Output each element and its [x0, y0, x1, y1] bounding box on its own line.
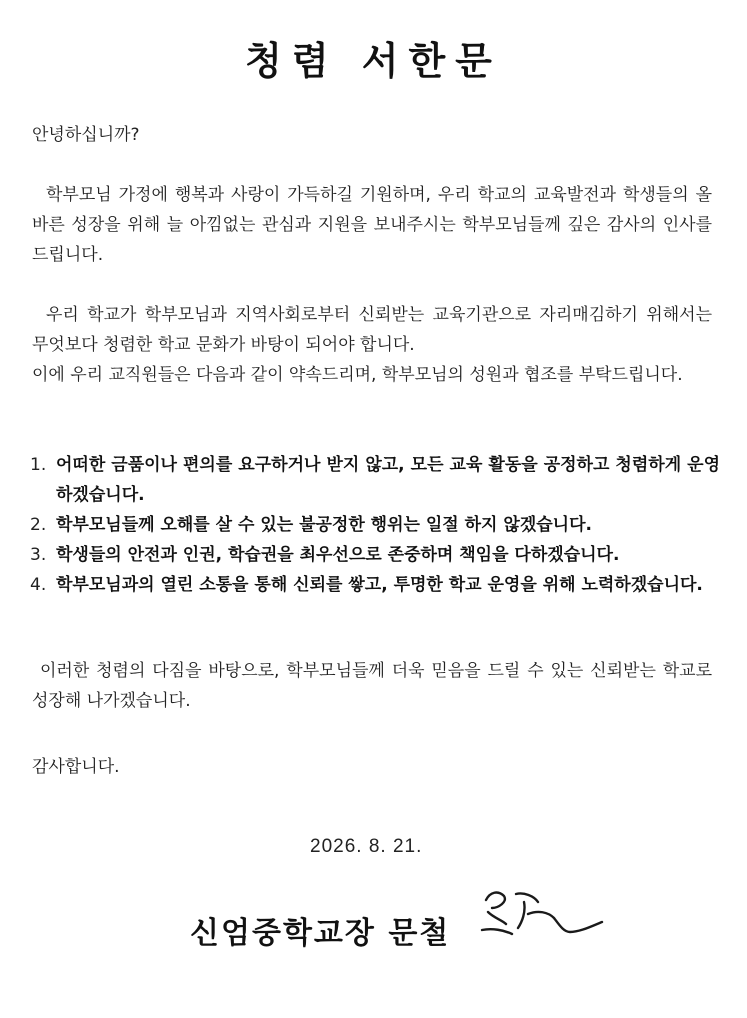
handwritten-signature: [468, 878, 618, 958]
pledge-text: 학부모님과의 열린 소통을 통해 신뢰를 쌓고, 투명한 학교 운영을 위해 노력하겠습니다.: [56, 575, 703, 595]
document-title: 청렴 서한문: [245, 38, 502, 83]
thanks-line: 감사합니다.: [32, 757, 120, 777]
letter-date: 2026. 8. 21.: [310, 836, 423, 857]
pledge-number: 1.: [30, 455, 47, 475]
pledge-list: [30, 450, 720, 600]
pledge-text: 학생들의 안전과 인권, 학습권을 최우선으로 존중하며 책임을 다하겠습니다.: [56, 545, 620, 565]
paragraph-2: [32, 300, 712, 390]
pledge-text: 어떠한 금품이나 편의를 요구하거나 받지 않고, 모든 교육 활동을 공정하고 청렴하게 운영하겠습니다.: [56, 455, 720, 505]
paragraph-1: 학부모님 가정에 행복과 사랑이 가득하길 기원하며, 우리 학교의 교육발전과 학생들의 올바른 성장을 위해 늘 아낌없는 관심과 지원을 보내주시는 학부모님들께 깊은 감사의 인사를 드립니다.: [32, 185, 712, 265]
signer-name: 신엄중학교장 문철: [190, 916, 451, 951]
pledge-item: [30, 540, 720, 570]
pledge-item: [30, 570, 720, 600]
pledge-item: [30, 450, 720, 510]
closing-paragraph: 이러한 청렴의 다짐을 바탕으로, 학부모님들께 더욱 믿음을 드릴 수 있는 신뢰받는 학교로 성장해 나가겠습니다.: [32, 661, 712, 711]
pledge-number: 3.: [30, 545, 47, 565]
pledge-number: 4.: [30, 575, 47, 595]
pledge-text: 학부모님들께 오해를 살 수 있는 불공정한 행위는 일절 하지 않겠습니다.: [56, 515, 592, 535]
paragraph-2-line-1: 우리 학교가 학부모님과 지역사회로부터 신뢰받는 교육기관으로 자리매김하기 위해서는 무엇보다 청렴한 학교 문화가 바탕이 되어야 합니다.: [32, 305, 712, 355]
greeting: 안녕하십니까?: [32, 125, 140, 145]
paragraph-2-line-2: 이에 우리 교직원들은 다음과 같이 약속드리며, 학부모님의 성원과 협조를 부탁드립니다.: [32, 365, 683, 385]
pledge-item: [30, 510, 720, 540]
pledge-number: 2.: [30, 515, 47, 535]
